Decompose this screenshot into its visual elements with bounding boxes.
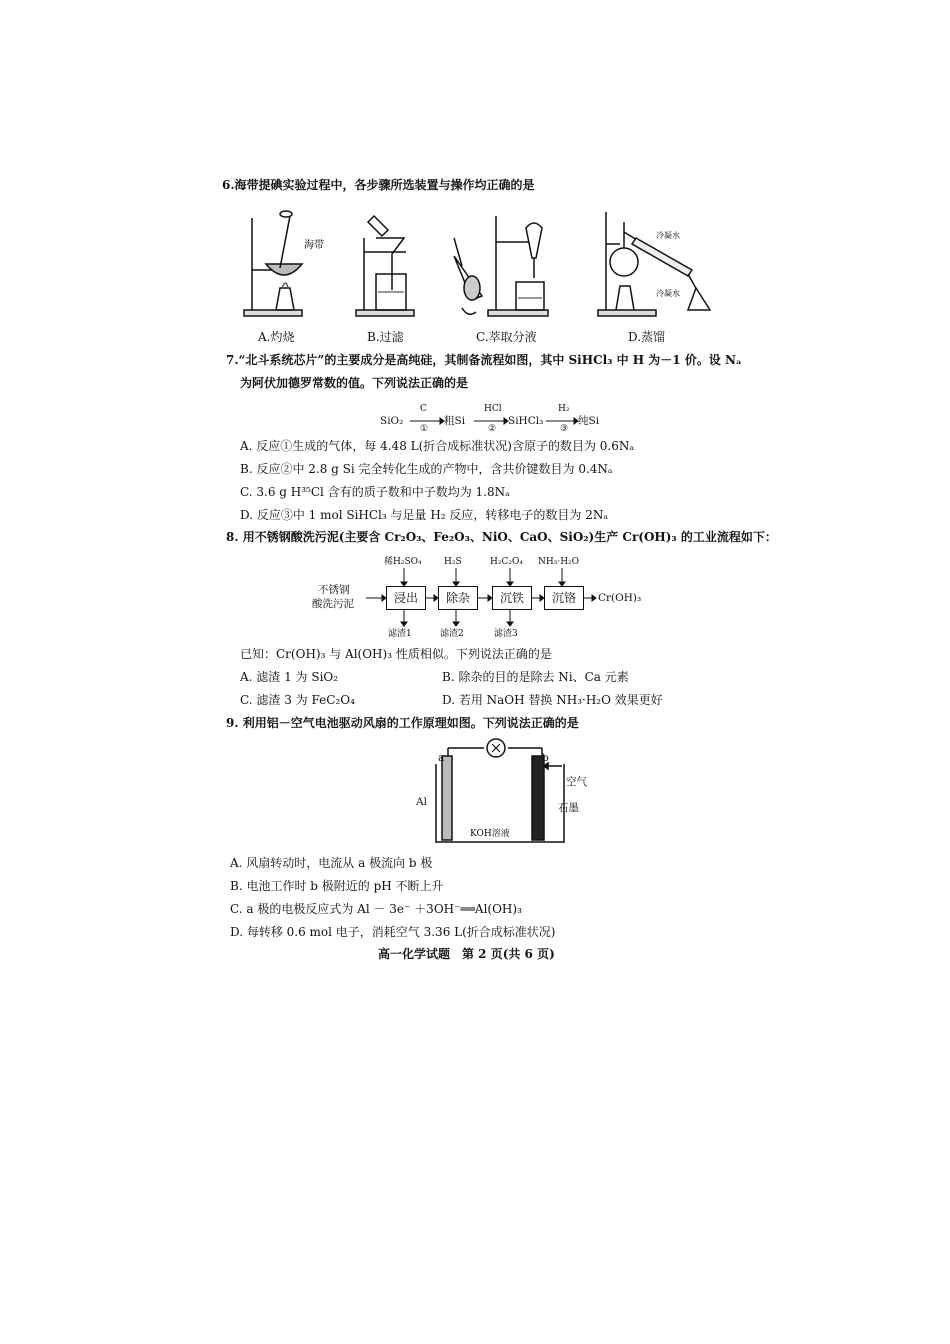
flow-r1-reagent: C	[420, 404, 427, 414]
q7-flow	[380, 403, 600, 437]
q8-product: Cr(OH)₃	[598, 592, 642, 604]
cool-water-out-label: 冷凝水	[656, 289, 680, 298]
q6-option-b: B.过滤	[367, 330, 404, 344]
flow-arrows	[380, 403, 600, 437]
q6-option-c: C.萃取分液	[476, 330, 537, 344]
q8-step-purify: 除杂	[438, 586, 478, 610]
q8-input-line1: 不锈钢	[318, 584, 350, 596]
q8-stem: 8. 用不锈钢酸洗污泥(主要含 Cr₂O₃、Fe₂O₃、NiO、CaO、SiO₂)生产 Cr(OH)₃ 的工业流程如下：	[226, 530, 777, 544]
electrode-b-label: b	[542, 752, 549, 764]
flow-r3-num: ③	[560, 424, 569, 434]
q7-stem-line1: 7.“北斗系统芯片”的主要成分是高纯硅，其制备流程如图，其中 SiHCl₃ 中 H 为－1 价。设 Nₐ	[226, 353, 742, 367]
q6-apparatus-figure	[236, 208, 716, 322]
q8-reagent-2: H₂S	[444, 557, 462, 567]
q8-option-d: D. 若用 NaOH 替换 NH₃·H₂O 效果更好	[442, 693, 663, 707]
q6-stem: 6.海带提碘实验过程中，各步骤所选装置与操作均正确的是	[222, 178, 535, 192]
q7-option-d: D. 反应③中 1 mol SiHCl₃ 与足量 H₂ 反应，转移电子的数目为 2Nₐ	[240, 508, 608, 522]
electrode-a-label: a	[438, 752, 445, 764]
seaweed-label: 海带	[304, 240, 324, 251]
q8-option-a: A. 滤渣 1 为 SiO₂	[240, 670, 339, 684]
q8-residue-2: 滤渣2	[440, 629, 464, 639]
q8-input-line2: 酸洗污泥	[312, 598, 354, 610]
air-label: 空气	[566, 776, 587, 788]
flow-sihcl3: SiHCl₃	[508, 415, 544, 427]
q6-option-d: D.蒸馏	[628, 330, 666, 344]
flow-pure-si: 纯Si	[578, 415, 600, 427]
q8-known: 已知：Cr(OH)₃ 与 Al(OH)₃ 性质相似。下列说法正确的是	[240, 647, 552, 661]
q9-option-b: B. 电池工作时 b 极附近的 pH 不断上升	[230, 879, 444, 893]
flow-r3-reagent: H₂	[558, 404, 570, 414]
q8-residue-3: 滤渣3	[494, 629, 518, 639]
flow-crude-si: 粗Si	[444, 415, 466, 427]
q8-option-c: C. 滤渣 3 为 FeC₂O₄	[240, 693, 355, 707]
q8-step-cr: 沉铬	[544, 586, 584, 610]
al-label: Al	[416, 796, 427, 808]
q6-option-a: A.灼烧	[258, 330, 295, 344]
q8-step-leach: 浸出	[386, 586, 426, 610]
q8-step-fe: 沉铁	[492, 586, 532, 610]
q8-reagent-1: 稀H₂SO₄	[384, 557, 422, 567]
graphite-label: 石墨	[558, 802, 579, 814]
q8-reagent-3: H₂C₂O₄	[490, 557, 523, 567]
q9-option-c: C. a 极的电极反应式为 Al － 3e⁻ ＋3OH⁻══Al(OH)₃	[230, 902, 522, 916]
q9-option-a: A. 风扇转动时，电流从 a 极流向 b 极	[230, 856, 433, 870]
q8-flow	[310, 552, 660, 642]
q7-option-b: B. 反应②中 2.8 g Si 完全转化生成的产物中，含共价键数目为 0.4Nₐ	[240, 462, 613, 476]
q7-option-a: A. 反应①生成的气体，每 4.48 L(折合成标准状况)含原子的数目为 0.6Nₐ	[240, 439, 635, 453]
flow-r2-num: ②	[488, 424, 497, 434]
flow-r2-reagent: HCl	[484, 404, 502, 414]
q8-reagent-4: NH₃·H₂O	[538, 557, 580, 567]
q8-residue-1: 滤渣1	[388, 629, 412, 639]
page-footer: 高一化学试题 第 2 页(共 6 页)	[378, 947, 555, 961]
flow-sio2: SiO₂	[380, 415, 404, 427]
q7-option-c: C. 3.6 g H³⁵Cl 含有的质子数和中子数均为 1.8Nₐ	[240, 485, 510, 499]
q9-option-d: D. 每转移 0.6 mol 电子，消耗空气 3.36 L(折合成标准状况)	[230, 925, 556, 939]
flow-r1-num: ①	[420, 424, 429, 434]
koh-label: KOH溶液	[470, 829, 510, 839]
q8-option-b: B. 除杂的目的是除去 Ni、Ca 元素	[442, 670, 629, 684]
cool-water-in-label: 冷凝水	[656, 231, 680, 240]
q7-stem-line2: 为阿伏加德罗常数的值。下列说法正确的是	[240, 376, 469, 390]
q9-battery-figure	[408, 738, 598, 850]
q9-stem: 9. 利用铝－空气电池驱动风扇的工作原理如图。下列说法正确的是	[226, 716, 579, 730]
